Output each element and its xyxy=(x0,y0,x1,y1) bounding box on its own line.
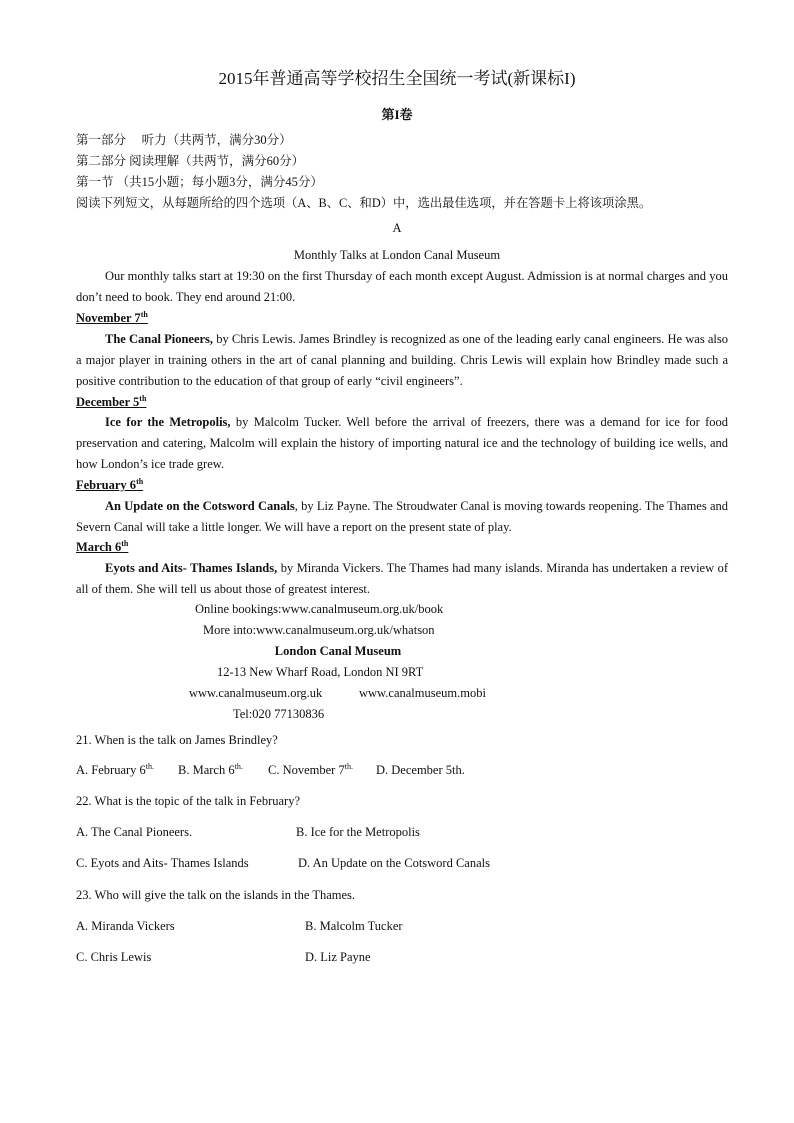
talk-title: Eyots and Aits- Thames Islands, xyxy=(105,561,278,575)
talk-title: Ice for the Metropolis, xyxy=(105,415,231,429)
talk-date: December 5th xyxy=(76,393,147,409)
talk-description: An Update on the Cotsword Canals, by Liz Payne. The Stroudwater Canal is moving towards reopening. The Thames and Severn Canal will take a little longer. We will have a report on the present state of play. xyxy=(76,499,728,534)
question-23-option-c: C. Chris Lewis xyxy=(76,950,152,964)
question-22-option-d: D. An Update on the Cotsword Canals xyxy=(298,856,490,870)
passage-letter: A xyxy=(392,221,402,235)
question-23-option-b: B. Malcolm Tucker xyxy=(305,919,403,933)
question-21-option-b: B. March $6^{th.}$ xyxy=(178,761,243,777)
talk-description: Eyots and Aits- Thames Islands, by Miranda Vickers. The Thames had many islands. Miranda has undertaken a review of all of them. She will tell us about those of greatest interest. xyxy=(76,561,728,596)
museum-phone: Tel:020 77130836 xyxy=(233,707,325,721)
talk-date: March 6th xyxy=(76,538,129,554)
exam-title: 2015年普通高等学校招生全国统一考试(新课标I) xyxy=(218,69,576,88)
question-22-option-c: C. Eyots and Aits- Thames Islands xyxy=(76,856,249,870)
talk-title: The Canal Pioneers, xyxy=(105,332,214,346)
question-22-option-b: B. Ice for the Metropolis xyxy=(296,825,420,839)
talk-date: November 7th xyxy=(76,309,148,325)
museum-address: 12-13 New Wharf Road, London NI 9RT xyxy=(217,665,424,679)
part2-label: 第二部分 阅读理解（共两节，满分60分） xyxy=(76,154,305,168)
talk-description: Ice for the Metropolis, by Malcolm Tucker. Well before the arrival of freezers, there was a demand for ice for food preservation and catering, Malcolm will explain the history of importing natural ice and the technology of building ice wells, and how London’s ice trade grew. xyxy=(76,415,729,471)
question-21-option-a: A. February $6^{th.}$ xyxy=(76,761,155,777)
volume-label: 第I卷 xyxy=(381,107,413,122)
museum-website: www.canalmuseum.org.uk xyxy=(189,686,323,700)
question-22-option-a: A. The Canal Pioneers. xyxy=(76,825,193,839)
museum-name: London Canal Museum xyxy=(274,644,402,658)
question-23-option-a: A. Miranda Vickers xyxy=(76,919,175,933)
bookings-link: Online bookings:www.canalmuseum.org.uk/book xyxy=(195,602,444,616)
question-21-stem: 21. When is the talk on James Brindley? xyxy=(76,733,278,747)
talk-date: February 6th xyxy=(76,476,144,492)
section1-label: 第一节 （共15小题；每小题3分，满分45分） xyxy=(76,175,323,189)
question-21-option-c: C. November $7^{th.}$ xyxy=(268,761,353,777)
museum-mobile-website: www.canalmuseum.mobi xyxy=(359,686,486,700)
more-info-link: More into:www.canalmuseum.org.uk/whatson xyxy=(203,623,435,637)
question-23-stem: 23. Who will give the talk on the islands in the Thames. xyxy=(76,888,356,902)
talk-title: An Update on the Cotsword Canals xyxy=(105,499,295,513)
talk-description: The Canal Pioneers, by Chris Lewis. James Brindley is recognized as one of the leading early canal engineers. He was also a major player in training others in the art of canal planning and building. Chris Lewis will explain how Brindley made such a positive contribution to the education of that group of early “civil engineers”. xyxy=(76,332,728,388)
question-21-option-d: D. December 5th. xyxy=(376,763,465,777)
question-22-stem: 22. What is the topic of the talk in February? xyxy=(76,794,301,808)
instructions: 阅读下列短文，从每题所给的四个选项（A、B、C、和D）中，选出最佳选项，并在答题卡上将该项涂黑。 xyxy=(76,196,652,210)
passage-heading: Monthly Talks at London Canal Museum xyxy=(293,248,501,262)
question-23-option-d: D. Liz Payne xyxy=(305,950,371,964)
part1-label: 第一部分 听力（共两节，满分30分） xyxy=(76,133,292,147)
passage-intro: Our monthly talks start at 19:30 on the first Thursday of each month except August. Admission is at normal charges and you don’t need to book. They end around 21:00. xyxy=(76,269,728,304)
